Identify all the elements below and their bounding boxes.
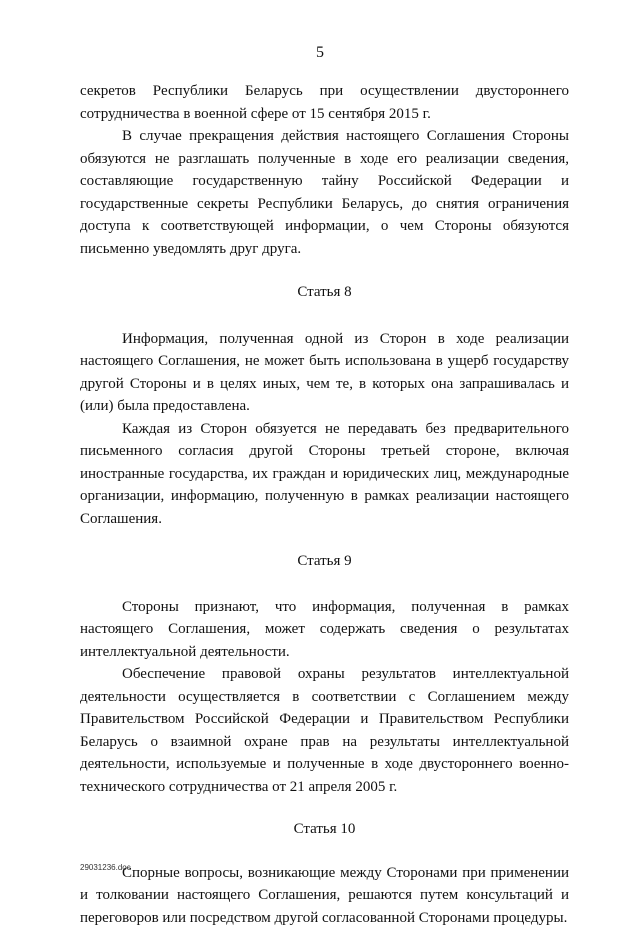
- article-8-paragraph-1: Информация, полученная одной из Сторон в ходе реализации настоящего Соглашения, не может быть использована в ущерб государству другой Стороны и в целях иных, чем те, в которых она запрашивалась и (или) была предоставлена.: [80, 328, 569, 418]
- article-8-title: Статья 8: [80, 281, 569, 304]
- footer-file-code: 29031236.doc: [80, 863, 131, 872]
- page-number: 5: [0, 44, 640, 62]
- article-9-title: Статья 9: [80, 550, 569, 573]
- paragraph-continuation: секретов Республики Беларусь при осуществлении двустороннего сотрудничества в военной сфере от 15 сентября 2015 г.: [80, 80, 569, 125]
- article-8-paragraph-2: Каждая из Сторон обязуется не передавать без предварительного письменного согласия другой Стороны третьей стороне, включая иностранные государства, их граждан и юридических лиц, международные организации, информацию, полученную в рамках реализации настоящего Соглашения.: [80, 418, 569, 531]
- article-10-paragraph-1: Спорные вопросы, возникающие между Сторонами при применении и толковании настоящего Соглашения, решаются путем консультаций и переговоров или посредством другой согласованной Сторонами процедуры.: [80, 862, 569, 929]
- paragraph-nondisclosure: В случае прекращения действия настоящего Соглашения Стороны обязуются не разглашать полученные в ходе его реализации сведения, составляющие государственную тайну Российской Федерации и государственные секреты Республики Беларусь, до снятия ограничения доступа к соответствующей информации, о чем Стороны обязуются письменно уведомлять друг друга.: [80, 125, 569, 260]
- article-9-paragraph-2: Обеспечение правовой охраны результатов интеллектуальной деятельности осуществляется в соответствии с Соглашением между Правительством Российской Федерации и Правительством Республики Беларусь о взаимной охране прав на результаты интеллектуальной деятельности, используемые и полученные в ходе двустороннего военно-технического сотрудничества от 21 апреля 2005 г.: [80, 663, 569, 798]
- document-body: [80, 80, 569, 929]
- article-9-paragraph-1: Стороны признают, что информация, полученная в рамках настоящего Соглашения, может содержать сведения о результатах интеллектуальной деятельности.: [80, 596, 569, 664]
- article-10-title: Статья 10: [80, 818, 569, 841]
